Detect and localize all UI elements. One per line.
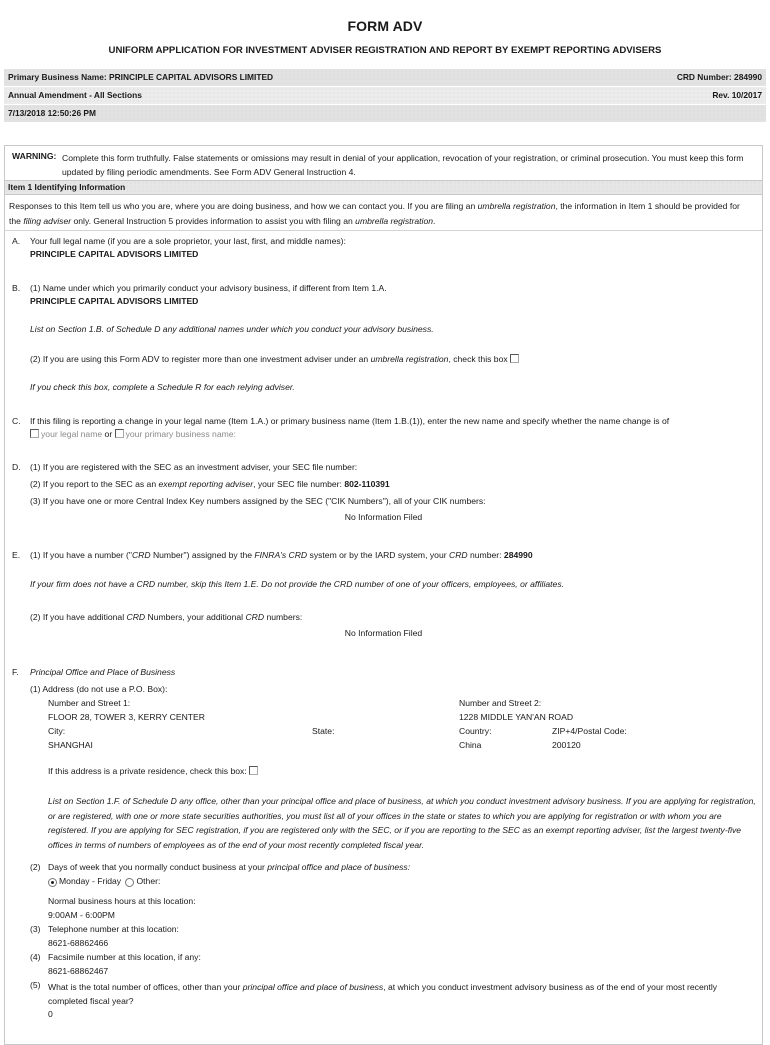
item-f-q2 — [48, 862, 410, 873]
primary-business-name-label: your primary business name: — [125, 429, 236, 439]
item-f-q4-num: (4) — [30, 952, 41, 962]
q-text: What is the total number of offices, other than your — [48, 982, 243, 992]
intro-term: umbrella registration — [355, 215, 434, 226]
item-f-q1: (1) Address (do not use a P.O. Box): — [30, 684, 168, 694]
other-days-radio[interactable] — [125, 878, 134, 887]
header-row-business-name — [4, 69, 766, 86]
city-value: SHANGHAI — [48, 740, 93, 750]
item-b-q1: (1) Name under which you primarily conduct your advisory business, if different from Item 1.A. — [30, 283, 387, 293]
q-text: (2) If you are using this Form ADV to register more than one investment adviser under an — [30, 354, 371, 364]
q-term: principal office and place of business: — [267, 862, 411, 872]
item-d-q3: (3) If you have one or more Central Index Key numbers assigned by the SEC ("CIK Numbers"), all of your CIK numbers: — [30, 496, 486, 506]
street2-label: Number and Street 2: — [459, 698, 542, 708]
warning-text: Complete this form truthfully. False statements or omissions may result in denial of your application, revocation of your registration, or criminal prosecution. You must keep this form updated by filing periodic amendments. See Form ADV General Instruction 4. — [62, 153, 744, 177]
item-f-heading: Principal Office and Place of Business — [30, 667, 176, 677]
hours-value: 9:00AM - 6:00PM — [48, 910, 115, 920]
cik-value: No Information Filed — [344, 512, 423, 522]
item-f-q5 — [48, 980, 748, 1008]
legal-name-label: your legal name — [41, 429, 103, 439]
item-b-q2 — [30, 354, 521, 365]
monday-friday-label: Monday - Friday — [59, 876, 122, 886]
private-residence-label: If this address is a private residence, check this box: — [48, 766, 247, 776]
private-residence-checkbox[interactable] — [249, 766, 258, 775]
private-residence-row — [48, 766, 260, 777]
item-e-note: If your firm does not have a CRD number, skip this Item 1.E. Do not provide the CRD number of one of your officers, employees, or affiliates. — [30, 579, 565, 589]
item-f-q3: Telephone number at this location: — [48, 924, 179, 934]
additional-crd-value: No Information Filed — [344, 628, 423, 638]
primary-business-name: Primary Business Name: PRINCIPLE CAPITAL ADVISORS LIMITED — [8, 72, 274, 83]
item-f-q2-num: (2) — [30, 862, 41, 872]
intro-term: filing adviser — [23, 215, 72, 226]
q-text: Days of week that you normally conduct business at your — [48, 862, 268, 872]
q-term: umbrella registration — [370, 354, 449, 364]
intro-text: Responses to this Item tell us who you are, where you are doing business, and how we can contact you. If you are filing an — [9, 201, 478, 211]
item-c-options — [30, 429, 236, 440]
item-f-q3-num: (3) — [30, 924, 41, 934]
item-e-q2 — [30, 612, 302, 623]
q-text: numbers: — [264, 612, 303, 622]
zip-label: ZIP+4/Postal Code: — [552, 726, 627, 736]
street1-value: FLOOR 28, TOWER 3, KERRY CENTER — [48, 712, 205, 722]
q-text: number: — [467, 550, 504, 560]
form-title: FORM ADV — [347, 18, 423, 34]
q-text: system or by the IARD system, your — [307, 550, 449, 560]
other-days-label: Other: — [136, 876, 161, 886]
country-value: China — [459, 740, 482, 750]
revision: Rev. 10/2017 — [712, 90, 762, 101]
q-text: , your SEC file number: — [253, 479, 345, 489]
q-term: exempt reporting adviser — [158, 479, 254, 489]
q-term: CRD — [245, 612, 265, 622]
or-label: or — [104, 429, 113, 439]
q-text: (1) If you have a number (" — [30, 550, 132, 560]
item-a-answer: PRINCIPLE CAPITAL ADVISORS LIMITED — [30, 249, 199, 259]
item-d-q1: (1) If you are registered with the SEC as an investment adviser, your SEC file number: — [30, 462, 358, 472]
q-term: CRD — [126, 612, 146, 622]
fax-value: 8621-68862467 — [48, 966, 109, 976]
zip-value: 200120 — [552, 740, 581, 750]
sec-file-number: 802-110391 — [344, 479, 390, 489]
warning-label: WARNING: — [12, 151, 57, 161]
item-d-letter: D. — [12, 462, 21, 472]
item-c-question: If this filing is reporting a change in your legal name (Item 1.A.) or primary business name (Item 1.B.(1)), enter the new name and specify whether the name change is of — [30, 416, 670, 426]
item-a-letter: A. — [12, 236, 21, 246]
q-term: principal office and place of business — [242, 982, 384, 992]
item-f-letter: F. — [12, 667, 19, 677]
section-title: Item 1 Identifying Information — [5, 180, 762, 195]
days-options — [48, 876, 160, 887]
legal-name-checkbox[interactable] — [30, 429, 39, 438]
country-label: Country: — [459, 726, 492, 736]
intro-text: . — [433, 215, 436, 226]
item-f-note: List on Section 1.F. of Schedule D any office, other than your principal office and place of business, at which you conduct investment advisory business. If you are applying for registration, or are registered, with one or more state securities authorities, you must list all of your offices in the state or states to which you are applying for registration or with whom you are registered. If you are applying for SEC registration, if you are registered only with the SEC, or if you are reporting to the SEC as an exempt reporting adviser, list the largest twenty-five offices in terms of numbers of employees as of the end of your most recently completed fiscal year. — [48, 796, 756, 850]
q-text: , at which you conduct investment advisory business as of the end of your most recently completed fiscal year? — [48, 982, 718, 1006]
item-e-q1 — [30, 550, 533, 561]
q-text: Numbers, your additional — [145, 612, 246, 622]
header-row-amendment — [4, 87, 766, 104]
intro-text: only. General Instruction 5 provides information to assist you with filing an — [71, 215, 356, 226]
warning-block — [12, 151, 747, 179]
item-a-question: Your full legal name (if you are a sole proprietor, your last, first, and middle names): — [30, 236, 346, 246]
section-intro — [9, 199, 754, 228]
item-f-q5-num: (5) — [30, 980, 41, 990]
timestamp: 7/13/2018 12:50:26 PM — [8, 108, 96, 119]
phone-value: 8621-68862466 — [48, 938, 109, 948]
city-label: City: — [48, 726, 66, 736]
offices-count: 0 — [48, 1009, 53, 1019]
item-b-note1: List on Section 1.B. of Schedule D any additional names under which you conduct your advisory business. — [30, 324, 434, 334]
intro-term: umbrella registration — [477, 201, 556, 211]
primary-business-name-checkbox[interactable] — [115, 429, 124, 438]
monday-friday-radio[interactable] — [48, 878, 57, 887]
q-text: (2) If you report to the SEC as an — [30, 479, 159, 489]
intro-text: , the information in Item 1 should be provided for the — [9, 201, 740, 226]
crd-number-value: 284990 — [503, 550, 533, 560]
q-text: Number") assigned by the — [150, 550, 255, 560]
header-row-timestamp — [4, 105, 766, 122]
state-label: State: — [312, 726, 335, 736]
item-b-letter: B. — [12, 283, 21, 293]
q-text: (2) If you have additional — [30, 612, 127, 622]
item-c-letter: C. — [12, 416, 21, 426]
q-term: CRD — [131, 550, 151, 560]
q-text: , check this box — [448, 354, 508, 364]
item-d-q2 — [30, 479, 390, 490]
form-body — [4, 145, 763, 1045]
q-term: FINRA's CRD — [254, 550, 308, 560]
item-f-q4: Facsimile number at this location, if any: — [48, 952, 201, 962]
street1-label: Number and Street 1: — [48, 698, 131, 708]
crd-number: CRD Number: 284990 — [676, 72, 762, 83]
divider — [5, 230, 762, 231]
street2-value: 1228 MIDDLE YAN'AN ROAD — [459, 712, 574, 722]
amendment-type: Annual Amendment - All Sections — [8, 90, 142, 101]
item-b-note2: If you check this box, complete a Schedule R for each relying adviser. — [30, 382, 295, 392]
umbrella-registration-checkbox[interactable] — [510, 354, 519, 363]
item-b-answer: PRINCIPLE CAPITAL ADVISORS LIMITED — [30, 296, 199, 306]
item-e-letter: E. — [12, 550, 21, 560]
q-term: CRD — [448, 550, 468, 560]
hours-label: Normal business hours at this location: — [48, 896, 196, 906]
form-subtitle: UNIFORM APPLICATION FOR INVESTMENT ADVISER REGISTRATION AND REPORT BY EXEMPT REPORTING ADVISERS — [108, 45, 662, 56]
